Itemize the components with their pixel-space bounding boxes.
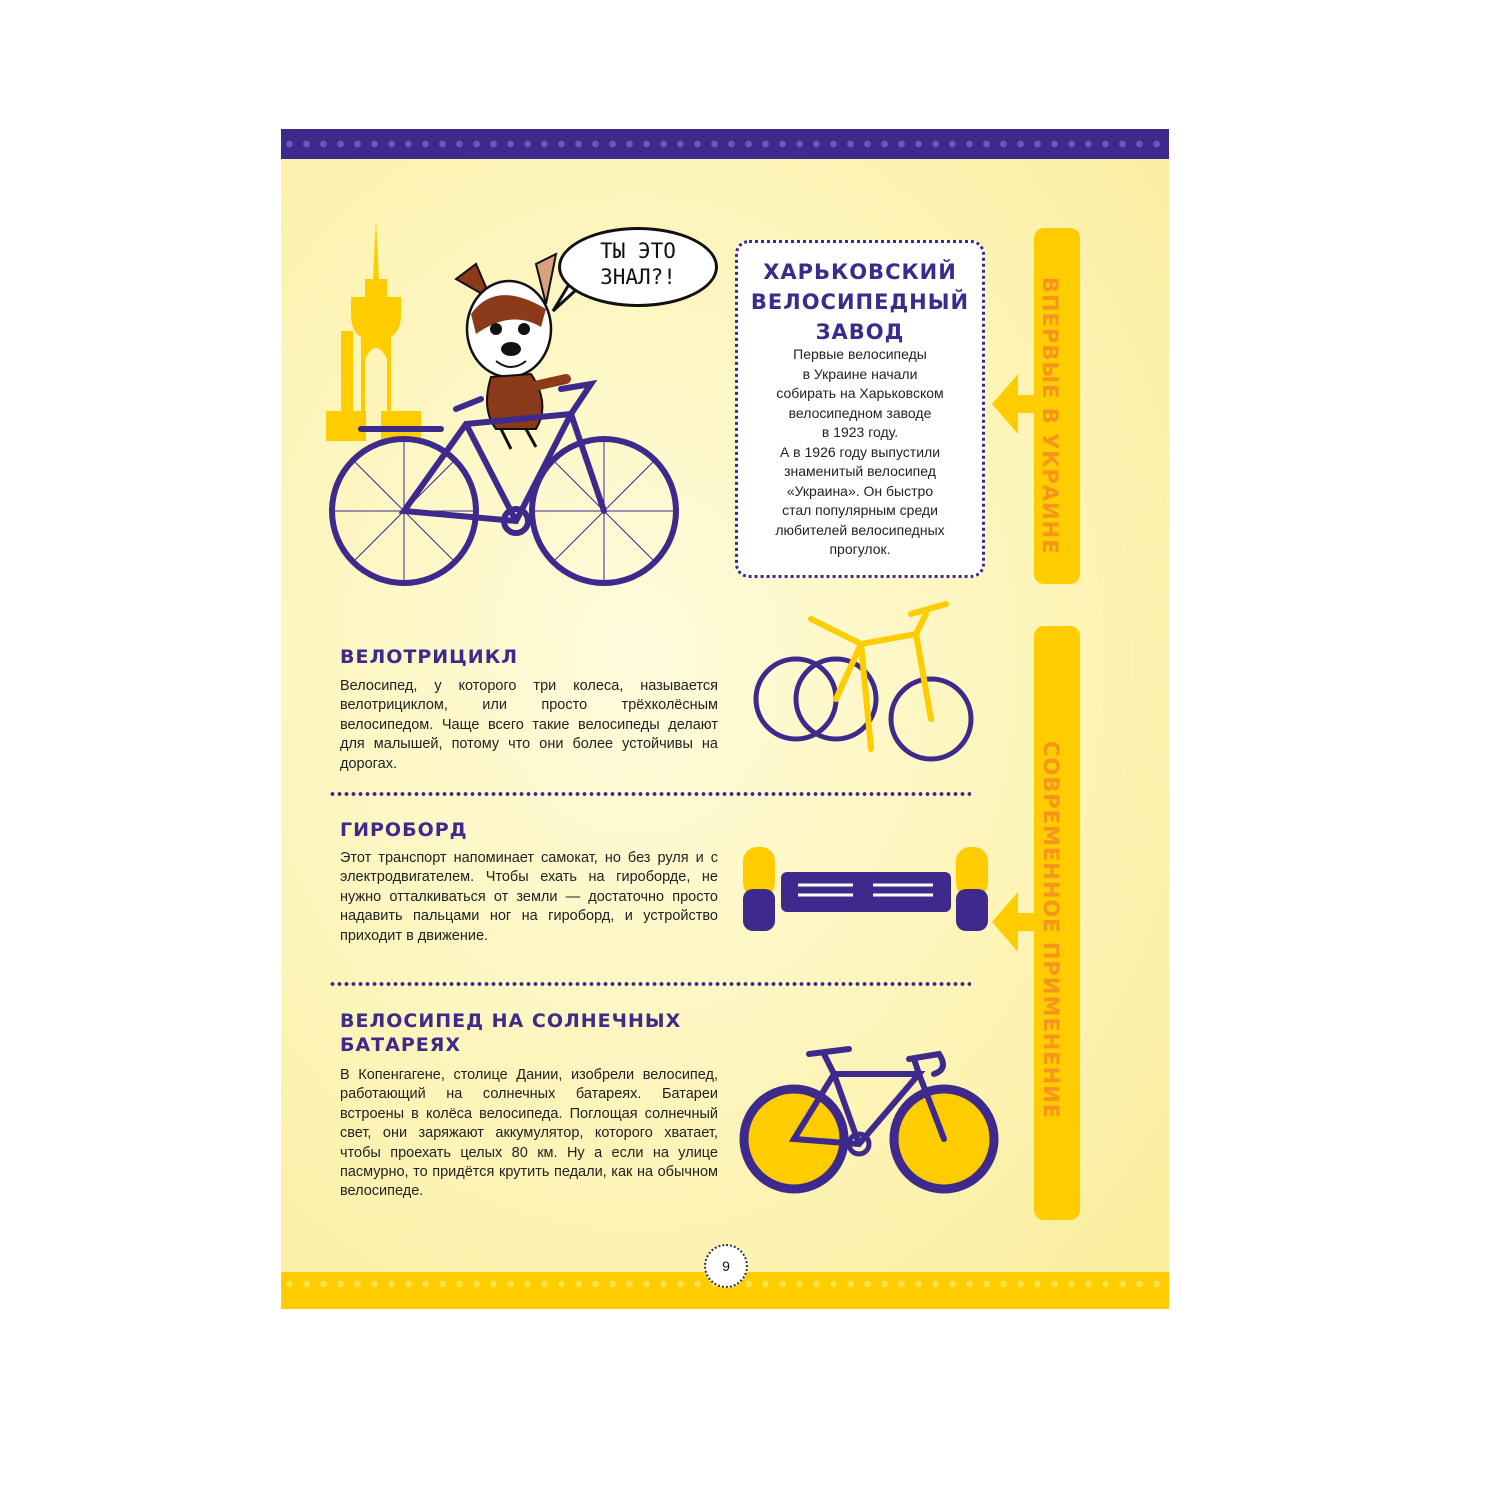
solar-bicycle-icon	[739, 1029, 999, 1199]
fact-title	[738, 257, 982, 347]
section-body-solar-bike: В Копенгагене, столице Дании, изобрели велосипед, работающий на солнечных батареях. Батареи встроены в колёса велосипеда. Поглощая солнечный свет, они заряжают аккумулятор, которого хватает, чтобы проехать целых 80 км. Ну а если на улице пасмурно, то придётся крутить педали, как на обычном велосипеде.	[340, 1067, 718, 1200]
bubble-line: ЗНАЛ?!	[600, 265, 676, 289]
fact-title-line: ВЕЛОСИПЕДНЫЙ	[750, 290, 970, 314]
section-title-line: ГИРОБОРД	[340, 819, 468, 841]
fact-body-line: в Украине начали	[802, 365, 918, 382]
hoverboard-icon	[743, 847, 988, 932]
fact-body-line: прогулок.	[829, 541, 891, 557]
wheel-spokes	[332, 439, 676, 583]
section-title-solar-bike	[340, 1009, 681, 1057]
tricycle-icon	[751, 599, 976, 779]
fact-box	[735, 240, 985, 578]
fact-body-line: А в 1926 году выпустили	[779, 443, 941, 460]
section-title-tricycle	[340, 645, 518, 669]
section-body-tricycle: Велосипед, у которого три колеса, называется велотрициклом, или просто трёхколёсным велосипедом. Чаще всего такие велосипеды делают для малышей, потому что они более устойчивы на дорогах.	[340, 678, 718, 772]
fact-body-line: «Украина». Он быстро	[786, 482, 934, 499]
arrow-left-icon	[992, 892, 1018, 952]
arrow-stem-first	[1017, 395, 1037, 413]
fact-body-line: Первые велосипеды	[793, 346, 927, 362]
side-label-first: ВПЕРВЫЕ В УКРАИНЕ	[1038, 277, 1062, 555]
bubble-line: ТЫ ЭТО	[600, 239, 676, 263]
top-band-dots	[281, 140, 1169, 148]
arrow-left-icon	[992, 374, 1018, 434]
fact-body-line: велосипедном заводе	[788, 404, 932, 421]
fact-title-line: ХАРЬКОВСКИЙ	[763, 260, 957, 284]
fact-body-line: знаменитый велосипед	[784, 463, 936, 479]
side-label-second: СОВРЕМЕННОЕ ПРИМЕНЕНИЕ	[1039, 741, 1063, 1120]
fact-title-line: ЗАВОД	[815, 320, 905, 344]
fact-body	[738, 345, 982, 560]
page-number: 9	[704, 1244, 748, 1288]
fact-body-line: в 1923 году.	[821, 424, 899, 440]
section-title-hoverboard	[340, 818, 468, 842]
fact-body-line: собирать на Харьковском	[776, 385, 944, 401]
dog-on-bicycle-illustration	[321, 249, 711, 594]
book-page	[281, 129, 1169, 1309]
fact-body-line: стал популярным среди	[782, 502, 938, 518]
section-title-line: ВЕЛОТРИЦИКЛ	[340, 646, 519, 668]
fact-body-line: любителей велосипедных	[775, 521, 945, 538]
section-body-hoverboard: Этот транспорт напоминает самокат, но без руля и с электродвигателем. Чтобы ехать на гироборде, не нужно отталкиваться от земли — достаточно просто надавить пальцами ног на гироборд, и устройство приходит в движение.	[340, 850, 718, 944]
section-divider	[329, 792, 971, 796]
section-title-line: ВЕЛОСИПЕД НА СОЛНЕЧНЫХ	[340, 1010, 682, 1032]
section-divider	[329, 982, 971, 986]
arrow-stem-second	[1017, 913, 1037, 931]
section-title-line: БАТАРЕЯХ	[340, 1034, 462, 1056]
